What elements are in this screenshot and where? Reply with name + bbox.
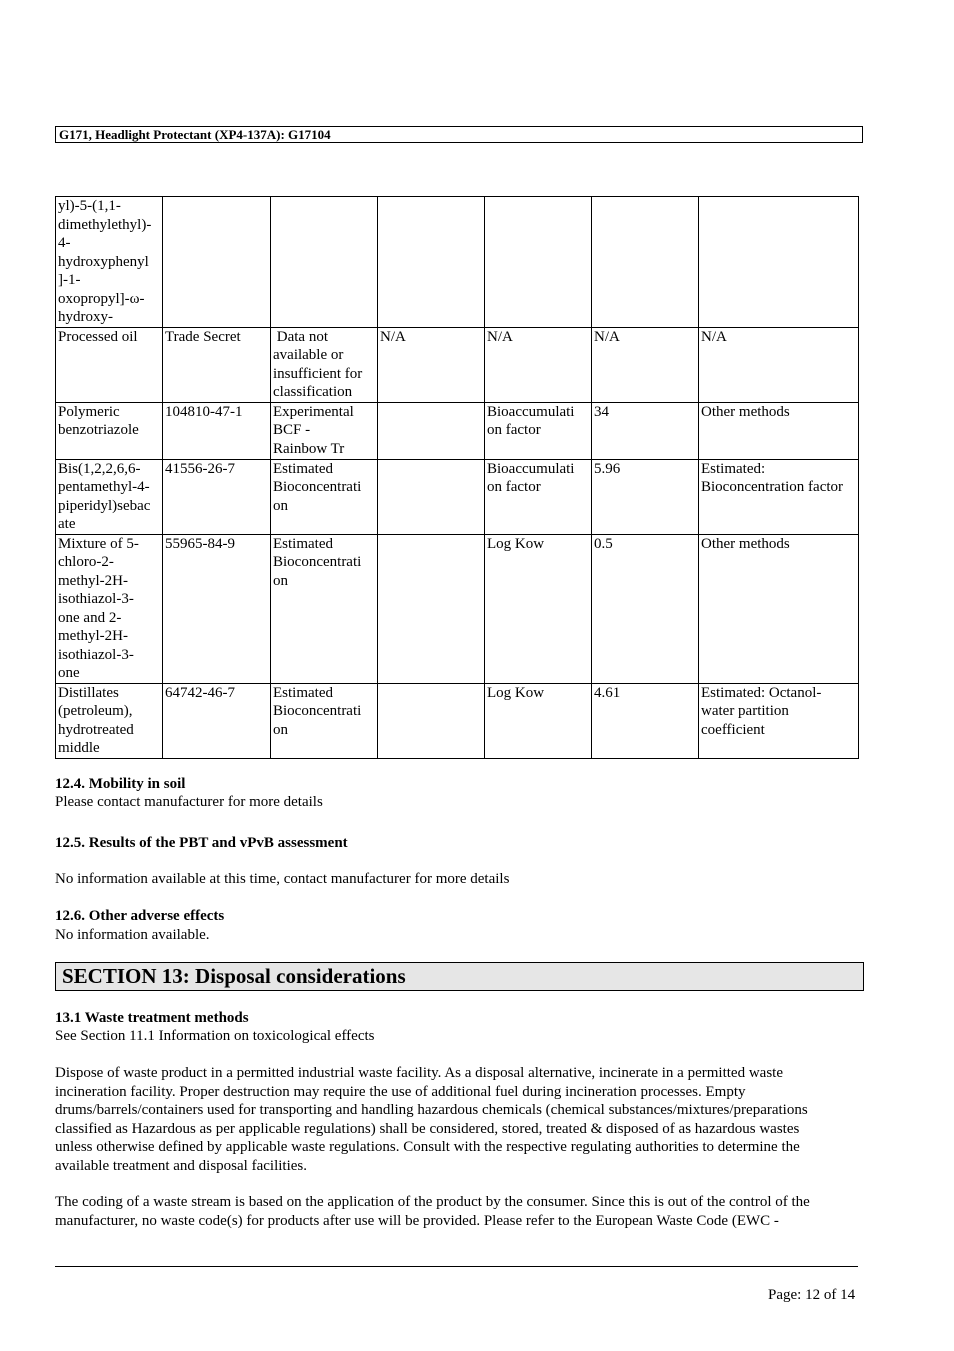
table-cell-line: hydrotreated bbox=[58, 721, 134, 738]
table-cell-line: classification bbox=[273, 384, 353, 400]
table-cell-line: 41556-26-7 bbox=[165, 460, 235, 477]
disposal-paragraph bbox=[55, 1064, 867, 1175]
table-cell-line: 4- bbox=[58, 235, 71, 251]
table-cell-line: oxopropyl]-ω- bbox=[58, 290, 145, 307]
table-cell-line: 0.5 bbox=[594, 535, 613, 552]
table-cell-line: N/A bbox=[487, 328, 513, 345]
table-cell bbox=[56, 327, 163, 402]
table-cell bbox=[592, 327, 699, 402]
table-cell bbox=[485, 683, 592, 758]
table-cell bbox=[378, 402, 485, 459]
table-cell-line: 4.61 bbox=[594, 684, 621, 701]
table-cell-line: dimethylethyl)- bbox=[58, 216, 152, 233]
table-cell-line: isothiazol-3- bbox=[58, 646, 134, 663]
table-cell-line: insufficient for bbox=[273, 365, 363, 382]
table-cell-line: methyl-2H- bbox=[58, 572, 128, 589]
page-number: Page: 12 of 14 bbox=[768, 1287, 856, 1303]
table-cell bbox=[592, 534, 699, 683]
table-cell bbox=[485, 459, 592, 534]
table-cell bbox=[271, 683, 378, 758]
table-cell-line: BCF - bbox=[273, 422, 311, 438]
table-cell bbox=[592, 683, 699, 758]
table-cell bbox=[699, 197, 859, 328]
disposal-paragraph-line: available treatment and disposal facilities. bbox=[55, 1157, 307, 1174]
table-row bbox=[56, 197, 859, 328]
table-row bbox=[56, 459, 859, 534]
table-cell-line: Bioaccumulati bbox=[487, 460, 575, 477]
table-cell-line: (petroleum), bbox=[58, 703, 133, 719]
table-cell-line: 55965-84-9 bbox=[165, 535, 235, 552]
table-cell-line: N/A bbox=[380, 328, 406, 345]
table-cell bbox=[56, 459, 163, 534]
table-cell-line: pentamethyl-4- bbox=[58, 479, 150, 495]
waste-treatment-heading: 13.1 Waste treatment methods bbox=[55, 1010, 249, 1026]
table-row bbox=[56, 327, 859, 402]
table-cell bbox=[271, 327, 378, 402]
table-cell bbox=[699, 459, 859, 534]
table-cell-line: one bbox=[58, 665, 80, 681]
table-cell bbox=[163, 534, 271, 683]
table-cell bbox=[163, 459, 271, 534]
table-cell bbox=[56, 534, 163, 683]
mobility-in-soil-text: Please contact manufacturer for more details bbox=[55, 794, 323, 810]
table-cell-line: Other methods bbox=[701, 535, 790, 552]
table-cell-line: water partition bbox=[701, 703, 789, 719]
table-cell-line: Processed oil bbox=[58, 328, 138, 345]
table-cell-line: hydroxyphenyl bbox=[58, 253, 149, 270]
table-cell bbox=[378, 197, 485, 328]
table-cell-line: isothiazol-3- bbox=[58, 591, 134, 607]
table-cell-line: methyl-2H- bbox=[58, 628, 128, 644]
disposal-paragraph-line: Dispose of waste product in a permitted industrial waste facility. As a disposal alternative, incinerate in a permitted waste bbox=[55, 1065, 783, 1081]
table-cell-line: Data not bbox=[273, 328, 328, 345]
table-cell-line: Trade Secret bbox=[165, 328, 241, 345]
table-cell-line: on bbox=[273, 721, 288, 738]
table-cell-line: Log Kow bbox=[487, 535, 545, 552]
table-cell bbox=[56, 197, 163, 328]
other-adverse-effects-heading: 12.6. Other adverse effects bbox=[55, 908, 225, 924]
table-cell-line: middle bbox=[58, 740, 100, 756]
waste-code-paragraph-line: manufacturer, no waste code(s) for products after use will be provided. Please refer to the European Waste Code (EWC - bbox=[55, 1212, 779, 1229]
pbt-assessment-text: No information available at this time, contact manufacturer for more details bbox=[55, 871, 510, 887]
table-cell-line: Experimental bbox=[273, 403, 354, 420]
table-cell-line: Estimated bbox=[273, 535, 333, 552]
table-cell-line: 5.96 bbox=[594, 460, 621, 477]
table-cell-line: on factor bbox=[487, 479, 541, 495]
table-cell bbox=[485, 327, 592, 402]
table-cell-line: yl)-5-(1,1- bbox=[58, 198, 121, 214]
table-cell-line: one and 2- bbox=[58, 609, 122, 626]
table-cell-line: N/A bbox=[594, 328, 620, 345]
table-cell-line: coefficient bbox=[701, 721, 765, 738]
disposal-paragraph-line: incineration facility. Proper destruction may require the use of additional fuel during incineration processes. Empty bbox=[55, 1083, 746, 1100]
table-cell-line: ate bbox=[58, 516, 76, 532]
table-row bbox=[56, 683, 859, 758]
table-cell bbox=[56, 402, 163, 459]
table-cell bbox=[163, 402, 271, 459]
table-cell-line: Bioaccumulati bbox=[487, 403, 575, 420]
table-cell-line: Bioconcentrati bbox=[273, 703, 362, 719]
disposal-paragraph-line: classified as Hazardous as per applicable regulations) shall be considered, stored, treated & disposed of as hazardous wastes bbox=[55, 1120, 800, 1137]
table-row bbox=[56, 534, 859, 683]
table-cell bbox=[592, 197, 699, 328]
table-cell-line: Estimated bbox=[273, 684, 333, 701]
table-cell-line: Log Kow bbox=[487, 684, 545, 701]
other-adverse-effects-text: No information available. bbox=[55, 927, 210, 943]
table-cell bbox=[378, 534, 485, 683]
table-cell-line: Bioconcentrati bbox=[273, 554, 362, 570]
table-cell-line: Estimated: Octanol- bbox=[701, 684, 822, 701]
table-cell-line: 104810-47-1 bbox=[165, 403, 243, 420]
table-cell-line: N/A bbox=[701, 328, 727, 345]
table-cell bbox=[378, 683, 485, 758]
table-cell bbox=[163, 197, 271, 328]
table-cell-line: 64742-46-7 bbox=[165, 684, 235, 701]
table-cell-line: Bis(1,2,2,6,6- bbox=[58, 460, 141, 477]
table-cell-line: Bioconcentration factor bbox=[701, 479, 844, 495]
table-cell bbox=[485, 197, 592, 328]
disposal-paragraph-line: unless otherwise defined by applicable waste regulations. Consult with the respective regulating authorities to determine the bbox=[55, 1139, 800, 1155]
table-cell-line: Distillates bbox=[58, 684, 119, 701]
table-cell-line: Rainbow Tr bbox=[273, 440, 345, 457]
document-header-title: G171, Headlight Protectant (XP4-137A): G17104 bbox=[55, 126, 863, 143]
table-cell bbox=[699, 327, 859, 402]
table-cell-line: ]-1- bbox=[58, 272, 81, 288]
table-cell bbox=[271, 459, 378, 534]
disposal-paragraph-line: drums/barrels/containers used for transporting and handling hazardous chemicals (chemical substances/mixtures/preparations bbox=[55, 1102, 808, 1118]
waste-code-paragraph bbox=[55, 1193, 867, 1230]
section-13-title: SECTION 13: Disposal considerations bbox=[55, 962, 864, 991]
table-cell bbox=[699, 402, 859, 459]
table-cell-line: Polymeric bbox=[58, 403, 120, 420]
table-cell bbox=[699, 683, 859, 758]
waste-code-paragraph-line: The coding of a waste stream is based on the application of the product by the consumer. Since this is out of the control of the bbox=[55, 1194, 810, 1210]
table-cell-line: Other methods bbox=[701, 403, 790, 420]
table-cell-line: on factor bbox=[487, 422, 541, 438]
table-cell bbox=[592, 459, 699, 534]
ecotoxicity-table bbox=[55, 196, 859, 759]
footer-divider bbox=[55, 1266, 858, 1267]
table-cell-line: 34 bbox=[594, 403, 609, 420]
table-cell bbox=[378, 459, 485, 534]
table-cell bbox=[56, 683, 163, 758]
table-cell bbox=[485, 534, 592, 683]
table-cell-line: piperidyl)sebac bbox=[58, 497, 151, 514]
table-row bbox=[56, 402, 859, 459]
table-cell bbox=[271, 534, 378, 683]
table-cell bbox=[271, 402, 378, 459]
table-cell-line: on bbox=[273, 497, 288, 514]
waste-treatment-reference: See Section 11.1 Information on toxicological effects bbox=[55, 1028, 375, 1044]
table-cell bbox=[163, 683, 271, 758]
table-cell bbox=[485, 402, 592, 459]
table-cell-line: benzotriazole bbox=[58, 422, 139, 438]
table-cell-line: Mixture of 5- bbox=[58, 535, 139, 552]
table-cell-line: Estimated bbox=[273, 460, 333, 477]
table-cell-line: hydroxy- bbox=[58, 309, 113, 325]
table-cell bbox=[592, 402, 699, 459]
pbt-assessment-heading: 12.5. Results of the PBT and vPvB assessment bbox=[55, 835, 348, 851]
table-cell-line: on bbox=[273, 572, 288, 589]
table-cell-line: Bioconcentrati bbox=[273, 479, 362, 495]
table-cell bbox=[163, 327, 271, 402]
table-cell bbox=[378, 327, 485, 402]
mobility-in-soil-heading: 12.4. Mobility in soil bbox=[55, 776, 186, 792]
table-cell-line: available or bbox=[273, 347, 344, 363]
table-cell-line: Estimated: bbox=[701, 460, 766, 477]
table-cell-line: chloro-2- bbox=[58, 554, 114, 570]
table-cell bbox=[271, 197, 378, 328]
table-cell bbox=[699, 534, 859, 683]
